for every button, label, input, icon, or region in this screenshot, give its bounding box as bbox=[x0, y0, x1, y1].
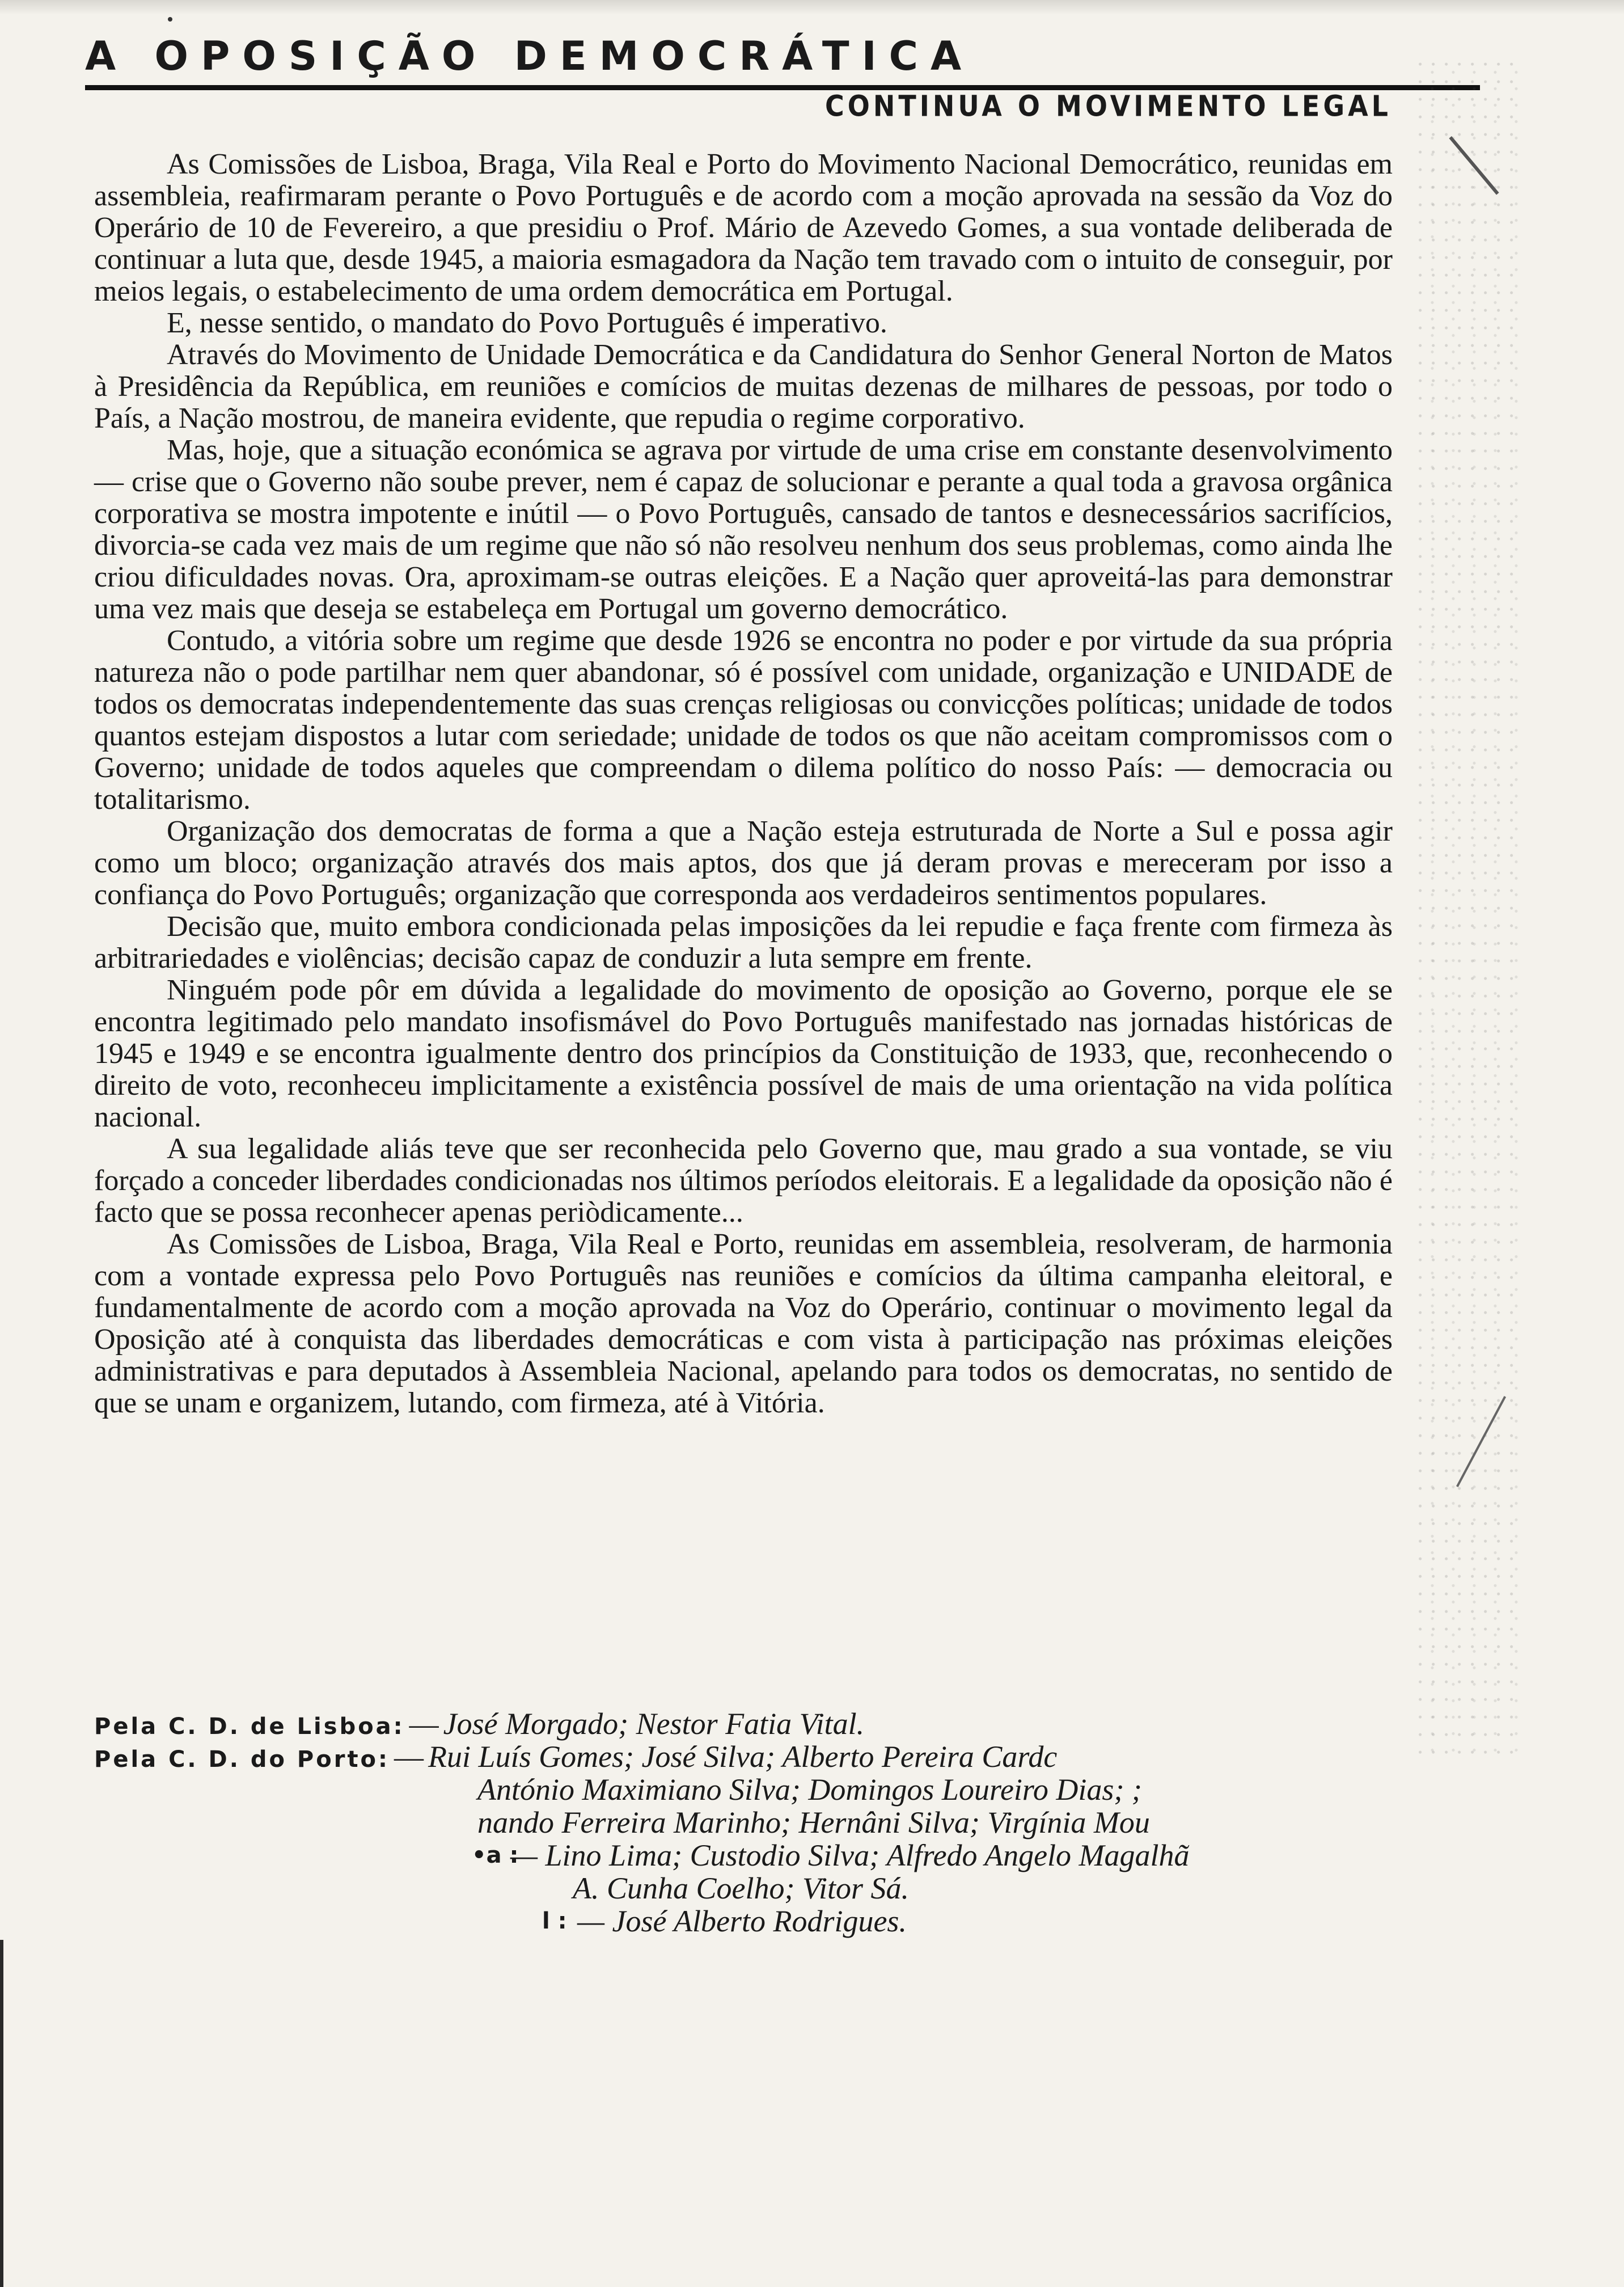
paragraph-8: Ninguém pode pôr em dúvida a legalidade do movimento de oposição ao Governo, porque ele se encontra legitimado pelo mandato insofismável do Povo Português manifestado nas jornadas históricas de 1945 e 1949 e se encontra igualmente dentro dos princípios da Constituição de 1933, que, reconhecendo o direito de voto, reconheceu implicitamente a existência possível de mais de uma orientação na vida política nacional. bbox=[94, 974, 1393, 1133]
signature-names-third-2: A. Cunha Coelho; Vitor Sá. bbox=[573, 1871, 909, 1905]
signature-names-third-1: — Lino Lima; Custodio Silva; Alfredo Angelo Magalhã bbox=[510, 1838, 1190, 1872]
signature-label-third: •a : bbox=[472, 1842, 519, 1868]
signature-names-fourth: — José Alberto Rodrigues. bbox=[577, 1904, 907, 1938]
signature-names-fourth-text: José Alberto Rodrigues. bbox=[612, 1904, 907, 1938]
paragraph-3: Através do Movimento de Unidade Democrática e da Candidatura do Senhor General Norton de Matos à Presidência da República, em reuniões e comícios de muitas dezenas de milhares de pessoas, por todo o País, a Nação mostrou, de maneira evidente, que repudia o regime corporativo. bbox=[94, 339, 1393, 434]
signature-names-porto-2: António Maximiano Silva; Domingos Loureiro Dias; ; bbox=[477, 1773, 1142, 1807]
signature-names-porto-3: nando Ferreira Marinho; Hernâni Silva; Virgínia Mou bbox=[477, 1805, 1150, 1839]
page-top-edge bbox=[0, 0, 1624, 15]
paragraph-2: E, nesse sentido, o mandato do Povo Português é imperativo. bbox=[167, 307, 887, 339]
em-dash: — bbox=[409, 1708, 439, 1741]
signature-row-porto bbox=[94, 1740, 1398, 1773]
signature-row-fourth bbox=[94, 1905, 1398, 1938]
signature-label-porto: Pela C. D. do Porto: bbox=[94, 1746, 390, 1773]
section-title: CONTINUA O MOVIMENTO LEGAL bbox=[825, 89, 1392, 123]
signature-names-porto-1: Rui Luís Gomes; José Silva; Alberto Pereira Cardc bbox=[428, 1740, 1058, 1774]
print-speck bbox=[168, 17, 172, 22]
signature-row-lisboa bbox=[94, 1707, 1398, 1740]
signature-label-lisboa: Pela C. D. de Lisboa: bbox=[94, 1714, 405, 1740]
signatures-block bbox=[94, 1707, 1398, 1938]
signature-names-lisboa: José Morgado; Nestor Fatia Vital. bbox=[443, 1707, 865, 1741]
masthead bbox=[85, 33, 1480, 84]
article-body bbox=[94, 149, 1393, 1419]
em-dash: — bbox=[394, 1741, 424, 1774]
paragraph-5: Contudo, a vitória sobre um regime que desde 1926 se encontra no poder e por virtude da sua própria natureza não o pode partilhar nem quer abandonar, só é possível com unidade, organização e UNIDADE de todos os democratas independentemente das suas crenças religiosas ou convicções políticas; unidade de todos quantos estejam dispostos a lutar com seriedade; unidade de todos os que não aceitam compromissos com o Governo; unidade de todos aqueles que compreendam o dilema político do nosso País: — democracia ou totalitarismo. bbox=[94, 625, 1393, 816]
signature-names-third-1-text: Lino Lima; Custodio Silva; Alfredo Angelo Magalhã bbox=[545, 1838, 1190, 1872]
paragraph-7: Decisão que, muito embora condicionada pelas imposições da lei repudie e faça frente com firmeza às arbitrariedades e violências; decisão capaz de conduzir a luta sempre em frente. bbox=[94, 910, 1393, 974]
signature-row-third bbox=[94, 1839, 1398, 1872]
paragraph-9: A sua legalidade aliás teve que ser reconhecida pelo Governo que, mau grado a sua vontade, se viu forçado a conceder liberdades condicionadas nos últimos períodos eleitorais. E a legalidade da oposição não é facto que se possa reconhecer apenas periòdicamente... bbox=[94, 1133, 1393, 1229]
signature-row-third-cont bbox=[94, 1872, 1398, 1905]
paragraph-6: Organização dos democratas de forma a que a Nação esteja estruturada de Norte a Sul e possa agir como um bloco; organização através dos mais aptos, dos que já deram provas e mereceram por isso a confiança do Povo Português; organização que corresponda aos verdadeiros sentimentos populares. bbox=[94, 815, 1393, 911]
masthead-title: A OPOSIÇÃO DEMOCRÁTICA bbox=[85, 33, 974, 79]
signature-label-fourth: l : bbox=[542, 1908, 567, 1934]
page-left-edge bbox=[0, 1940, 12, 2287]
margin-scan-noise bbox=[1418, 62, 1520, 1764]
paragraph-1: As Comissões de Lisboa, Braga, Vila Real e Porto do Movimento Nacional Democrático, reunidas em assembleia, reafirmaram perante o Povo Português e de acordo com a moção aprovada na sessão da Voz do Operário de 10 de Fevereiro, a que presidiu o Prof. Mário de Azevedo Gomes, a sua vontade deliberada de continuar a luta que, desde 1945, a maioria esmagadora da Nação tem travado com o intuito de conseguir, por meios legais, o estabelecimento de uma ordem democrática em Portugal. bbox=[94, 148, 1393, 307]
signature-row-porto-cont-2 bbox=[94, 1806, 1398, 1839]
paragraph-10: As Comissões de Lisboa, Braga, Vila Real e Porto, reunidas em assembleia, resolveram, de harmonia com a vontade expressa pelo Povo Português nas reuniões e comícios da última campanha eleitoral, e fundamentalmente de acordo com a moção aprovada na Voz do Operário, continuar o movimento legal da Oposição até à conquista das liberdades democráticas e com vista à participação nas próximas eleições administrativas e para deputados à Assembleia Nacional, apelando para todos os democratas, no sentido de que se unam e organizem, lutando, com firmeza, até à Vitória. bbox=[94, 1228, 1393, 1419]
paragraph-4: Mas, hoje, que a situação económica se agrava por virtude de uma crise em constante desenvolvimento — crise que o Governo não soube prever, nem é capaz de solucionar e perante a qual toda a gravosa orgânica corporativa se mostra impotente e inútil — o Povo Português, cansado de tantos e desnecessários sacrifícios, divorcia-se cada vez mais de um regime que não só não resolveu nenhum dos seus problemas, como ainda lhe criou dificuldades novas. Ora, aproximam-se outras eleições. E a Nação quer aproveitá-las para demonstrar uma vez mais que deseja se estabeleça em Portugal um governo democrático. bbox=[94, 434, 1393, 625]
signature-row-porto-cont-1 bbox=[94, 1773, 1398, 1806]
